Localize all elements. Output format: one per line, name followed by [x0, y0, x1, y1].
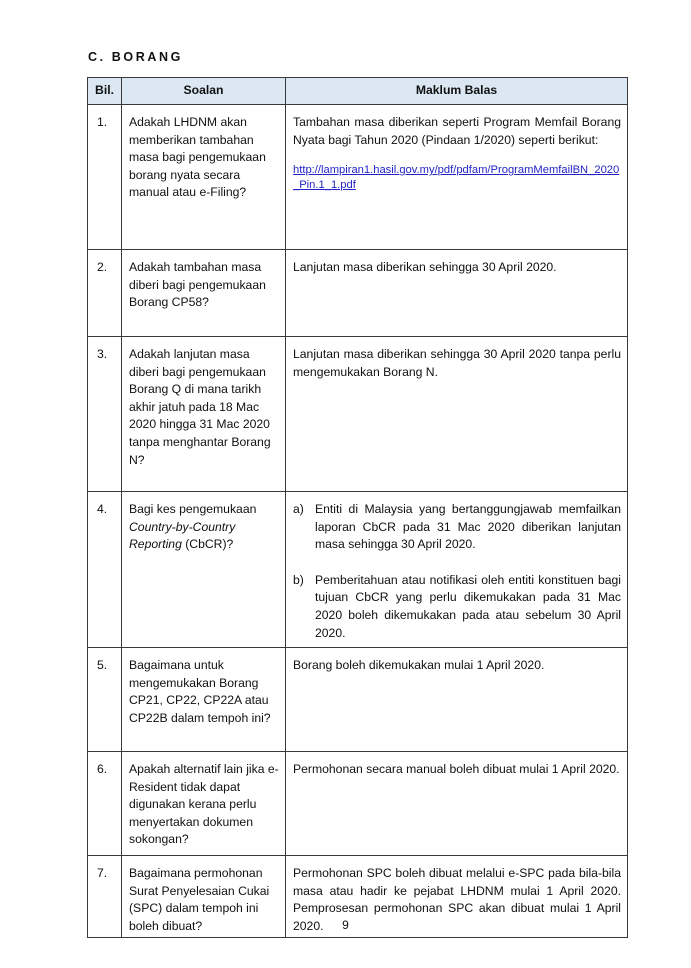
- answer-text: Tambahan masa diberikan seperti Program Memfail Borang Nyata bagi Tahun 2020 (Pindaan 1/2020) seperti berikut:: [293, 115, 621, 147]
- answer-item-text: Pemberitahuan atau notifikasi oleh entiti konstituen bagi tujuan CbCR yang perlu dikemukakan pada 31 Mac 2020 boleh dikemukakan pada atau sebelum 30 April 2020.: [315, 572, 621, 640]
- question-italic-term: Country-by-Country Reporting: [129, 519, 236, 552]
- question-cell: Adakah lanjutan masa diberi bagi pengemukaan Borang Q di mana tarikh akhir jatuh pada 18 Mac 2020 hingga 31 Mac 2020 tanpa menghantar Borang N?: [122, 337, 286, 492]
- answer-cell: [286, 492, 628, 648]
- answer-item: [293, 501, 621, 554]
- faq-table: [87, 77, 628, 938]
- question-cell: [122, 492, 286, 648]
- row-number: 2.: [88, 250, 122, 337]
- row-number: 4.: [88, 492, 122, 648]
- table-header-row: [88, 78, 628, 105]
- answer-cell: [286, 105, 628, 250]
- answer-item-label: b): [293, 572, 304, 587]
- section-title: C. BORANG: [88, 50, 183, 64]
- table-row: [88, 752, 628, 856]
- row-number: 3.: [88, 337, 122, 492]
- question-cell: Bagaimana untuk mengemukakan Borang CP21, CP22, CP22A atau CP22B dalam tempoh ini?: [122, 648, 286, 752]
- answer-cell: Borang boleh dikemukakan mulai 1 April 2020.: [286, 648, 628, 752]
- answer-item-label: a): [293, 502, 304, 516]
- table-row: [88, 648, 628, 752]
- question-text: Bagi kes pengemukaan: [129, 502, 257, 516]
- answer-cell: Lanjutan masa diberikan sehingga 30 April 2020 tanpa perlu mengemukakan Borang N.: [286, 337, 628, 492]
- question-cell: Adakah LHDNM akan memberikan tambahan masa bagi pengemukaan borang nyata secara manual atau e-Filing?: [122, 105, 286, 250]
- page-number: 9: [342, 918, 349, 932]
- row-number: 5.: [88, 648, 122, 752]
- question-cell: Apakah alternatif lain jika e-Resident tidak dapat digunakan kerana perlu menyertakan dokumen sokongan?: [122, 752, 286, 856]
- table-row: [88, 105, 628, 250]
- table-row: [88, 492, 628, 648]
- header-maklum-balas: Maklum Balas: [286, 78, 628, 105]
- row-number: 7.: [88, 856, 122, 938]
- table-row: [88, 337, 628, 492]
- question-cell: Adakah tambahan masa diberi bagi pengemukaan Borang CP58?: [122, 250, 286, 337]
- answer-cell: Permohonan SPC boleh dibuat melalui e-SPC pada bila-bila masa atau hadir ke pejabat LHDNM mulai 1 April 2020. Pemprosesan permohonan SPC akan dibuat mulai 1 April 2020.: [286, 856, 628, 938]
- answer-cell: Permohonan secara manual boleh dibuat mulai 1 April 2020.: [286, 752, 628, 856]
- question-text-end: (CbCR)?: [181, 537, 234, 552]
- answer-item: [293, 572, 621, 642]
- answer-item-text: Entiti di Malaysia yang bertanggungjawab memfailkan laporan CbCR pada 31 Mac 2020 diberikan lanjutan masa sehingga 30 April 2020.: [315, 502, 621, 552]
- pdf-link[interactable]: http://lampiran1.hasil.gov.my/pdf/pdfam/ProgramMemfailBN_2020_Pin.1_1.pdf: [293, 164, 620, 192]
- question-cell: Bagaimana permohonan Surat Penyelesaian Cukai (SPC) dalam tempoh ini boleh dibuat?: [122, 856, 286, 938]
- row-number: 6.: [88, 752, 122, 856]
- answer-cell: Lanjutan masa diberikan sehingga 30 April 2020.: [286, 250, 628, 337]
- row-number: 1.: [88, 105, 122, 250]
- table-row: [88, 250, 628, 337]
- header-soalan: Soalan: [122, 78, 286, 105]
- header-bil: Bil.: [88, 78, 122, 105]
